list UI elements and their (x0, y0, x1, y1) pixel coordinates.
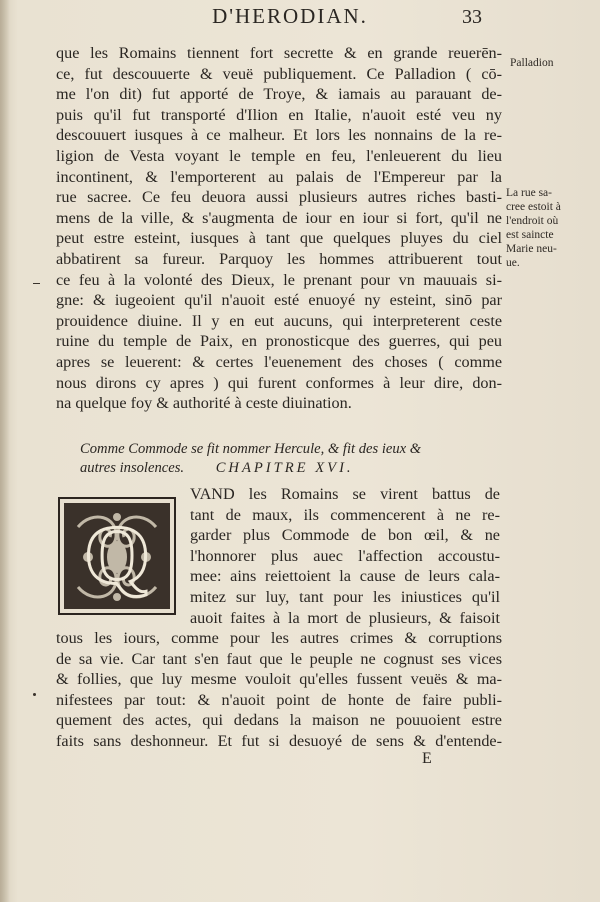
text-line: na quelque foy & authorité à ceste diuination. (56, 394, 352, 413)
text-line: ce feu à la volonté des Dieux, le prenant pour vn mauuais si- (56, 270, 502, 289)
text-line: abbatirent sa fureur. Parquoy les hommes attribuerent tout (56, 249, 502, 268)
paragraph-palladion (56, 43, 502, 414)
margin-dot-mark (33, 693, 36, 696)
margin-note-line: Palladion (510, 57, 554, 69)
text-line: nifestees par tout: & n'auoit point de honte de faire publi- (56, 690, 502, 709)
text-line: apres se leuerent: & certes l'euenement des choses ( comme (56, 352, 502, 371)
text-line: mens de la ville, & s'augmenta de iour en iour si fort, qu'il ne (56, 208, 502, 227)
paragraph-commode-part2 (56, 628, 502, 752)
margin-dash-mark (33, 283, 40, 284)
text-line: gne: & iugeoient qu'il n'auoit esté enuoyé ny esteint, sinō par (56, 291, 502, 310)
chapter-title-line: Comme Commode se fit nommer Hercule, & fit des ieux & (80, 441, 422, 457)
text-line: que les Romains tiennent fort secrette & en grande reuerēn- (56, 44, 502, 62)
text-line: prouidence diuine. Il y en eut aucuns, qui interpreterent ceste (56, 311, 502, 330)
margin-note-line: est saincte (506, 229, 554, 241)
initial-letter: Q (84, 509, 150, 602)
paragraph-commode-part1 (190, 484, 500, 628)
decorated-initial-q (58, 497, 176, 615)
margin-note-palladion (510, 56, 553, 70)
text-line: nous dirons cy apres ) qui furent conformes à leur dire, don- (56, 373, 502, 392)
text-line: mee: ains reiettoient la cause de leurs cala- (190, 567, 500, 586)
chapter-title-text: autres insolences. (80, 460, 185, 476)
gutter-shadow (0, 0, 10, 902)
text-line: & follies, que luy mesme vouloit qu'elles fussent veuës & ma- (56, 670, 502, 689)
text-line: faits sans deshonneur. Et fut si desuoyé de sens & d'entende- (56, 731, 502, 750)
text-line: auoit faites à la mort de plusieurs, & faisoit (190, 608, 500, 627)
margin-note-line: l'endroit où (506, 215, 559, 227)
catchword: E (422, 750, 432, 767)
text-line: me l'on dit) fut apporté de Troye, & iamais au parauant de- (56, 85, 502, 104)
text-line: tant de maux, ils commencerent à ne re- (190, 505, 500, 524)
margin-note-line: Marie neu- (506, 243, 557, 255)
text-line: quement des actes, qui dedans la maison ne pouuoient estre (56, 711, 502, 730)
text-line: puis qu'il fut transporté d'Ilion en Italie, n'auoit esté veu ny (56, 105, 502, 124)
text-line: rue sacree. Ce feu deuora aussi plusieurs autres riches basti- (56, 188, 502, 207)
chapter-number: CHAPITRE XVI. (215, 460, 354, 476)
margin-note-line: La rue sa- (506, 187, 552, 199)
text-line: ligion de Vesta voyant le temple en feu, l'enleuerent du lieu (56, 146, 502, 165)
text-line: ce, fut descouuerte & veuë publiquement. Ce Palladion ( cō- (56, 64, 502, 83)
text-line: descouuert iusques à ce malheur. Et lors les nonnains de la re- (56, 126, 502, 145)
text-line: l'honnorer plus auec l'affection accoustu- (190, 546, 500, 565)
margin-note-line: cree estoit à (506, 201, 561, 213)
page-number: 33 (462, 6, 482, 28)
text-line: tous les iours, comme pour les autres crimes & corruptions (56, 629, 502, 647)
ornament-initial-icon (58, 497, 176, 615)
text-line: garder plus Commode de bon œil, & ne (190, 526, 500, 545)
chapter-title-line-2 (80, 459, 520, 478)
chapter-heading (80, 440, 520, 478)
text-line: ruine du temple de Paix, en pronosticque des guerres, qui peu (56, 332, 502, 351)
text-line: mitez sur luy, tant pour les iniustices qu'il (190, 587, 500, 606)
text-line: peut estre esteint, iusques à tant que quelques pluyes du ciel (56, 229, 502, 248)
margin-note-line: ue. (506, 257, 520, 269)
text-line: de sa vie. Car tant s'en faut que le peuple ne cognust ses vices (56, 649, 502, 668)
margin-note-rue-sacree (506, 186, 561, 270)
text-line: incontinent, & l'emporterent au palais de l'Empereur par la (56, 167, 502, 186)
running-head: D'HERODIAN. (212, 4, 368, 28)
text-line: VAND les Romains se virent battus de (190, 485, 500, 503)
